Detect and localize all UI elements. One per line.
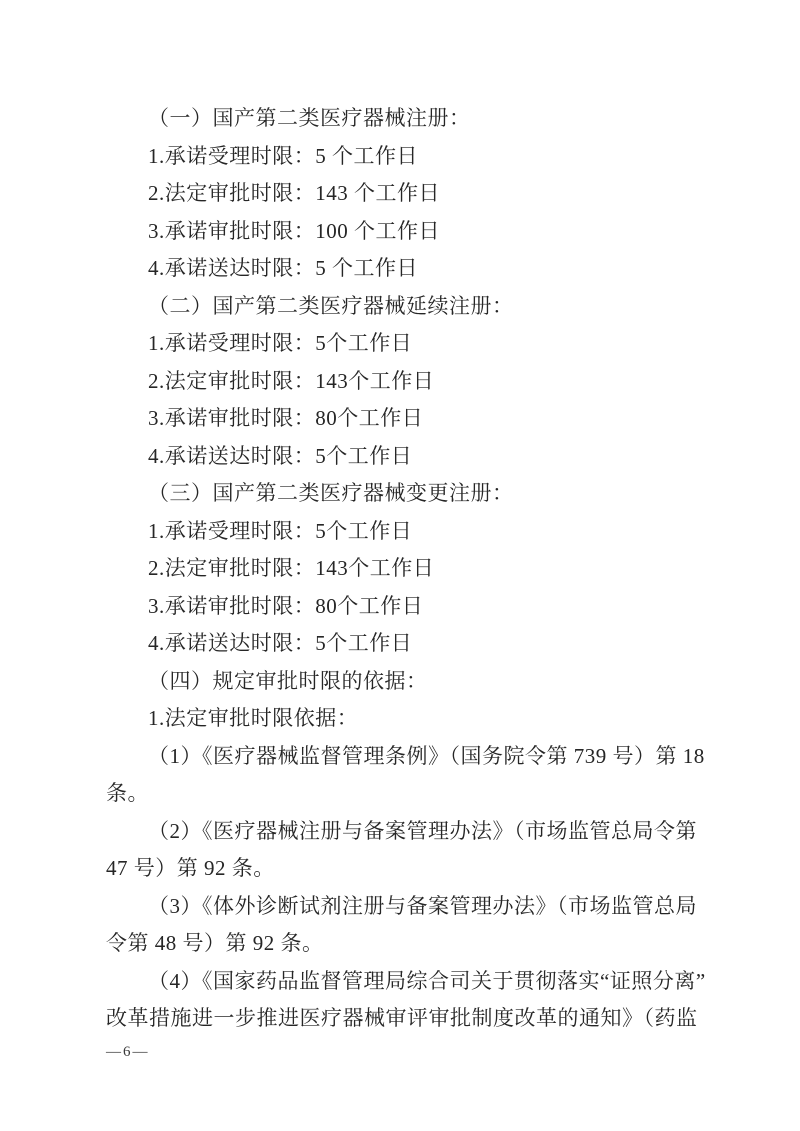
paragraph-item — [106, 550, 722, 588]
document-line: （一）国产第二类医疗器械注册： — [148, 106, 471, 130]
paragraph-heading — [106, 663, 722, 701]
paragraph-item — [106, 400, 722, 438]
paragraph-reference — [106, 813, 722, 888]
document-line: 1.承诺受理时限：5个工作日 — [148, 331, 413, 355]
document-line: 3.承诺审批时限：100 个工作日 — [148, 218, 440, 243]
document-line: 47 号）第 92 条。 — [106, 856, 275, 880]
paragraph-item — [106, 513, 722, 551]
document-line: 2.法定审批时限：143 个工作日 — [148, 181, 440, 205]
page-footer — [106, 1040, 150, 1064]
document-line: 1.法定审批时限依据： — [148, 706, 359, 730]
paragraph-item — [106, 175, 722, 213]
paragraph-item — [106, 325, 722, 363]
document-line: 4.承诺送达时限：5个工作日 — [148, 631, 413, 655]
document-line: 改革措施进一步推进医疗器械审评审批制度改革的通知》（药监 — [106, 1006, 698, 1030]
paragraph-reference — [106, 738, 722, 813]
document-line: （二）国产第二类医疗器械延续注册： — [148, 293, 514, 318]
paragraph-item — [106, 250, 722, 288]
document-line: 4.承诺送达时限：5 个工作日 — [148, 256, 418, 280]
document-line: （1）《医疗器械监督管理条例》（国务院令第 739 号）第 18 — [148, 743, 705, 768]
document-line: 3.承诺审批时限：80个工作日 — [148, 593, 424, 618]
paragraph-item — [106, 138, 722, 176]
document-line: （三）国产第二类医疗器械变更注册： — [148, 481, 514, 505]
document-line: （3）《体外诊断试剂注册与备案管理办法》（市场监管总局 — [148, 893, 697, 918]
paragraph-heading — [106, 288, 722, 326]
paragraph-reference — [106, 963, 722, 1038]
page-number: —6— — [106, 1044, 150, 1060]
paragraph-item — [106, 213, 722, 251]
paragraph-item — [106, 363, 722, 401]
paragraph-heading — [106, 475, 722, 513]
document-line: 2.法定审批时限：143个工作日 — [148, 368, 435, 393]
document-line: （2）《医疗器械注册与备案管理办法》（市场监管总局令第 — [148, 818, 697, 843]
paragraph-item — [106, 438, 722, 476]
document-line: 令第 48 号）第 92 条。 — [106, 931, 324, 955]
paragraph-heading — [106, 100, 722, 138]
document-line: 3.承诺审批时限：80个工作日 — [148, 406, 424, 430]
document-line: （四）规定审批时限的依据： — [148, 668, 428, 693]
paragraph-reference — [106, 888, 722, 963]
paragraph-item — [106, 625, 722, 663]
paragraph-item — [106, 700, 722, 738]
document-line: 1.承诺受理时限：5个工作日 — [148, 518, 413, 543]
document-line: 条。 — [106, 781, 149, 805]
document-line: 4.承诺送达时限：5个工作日 — [148, 443, 413, 468]
document-content — [106, 100, 722, 1038]
paragraph-item — [106, 588, 722, 626]
document-line: 2.法定审批时限：143个工作日 — [148, 556, 435, 580]
document-line: 1.承诺受理时限：5 个工作日 — [148, 143, 418, 168]
document-line: （4）《国家药品监督管理局综合司关于贯彻落实“证照分离” — [148, 968, 706, 993]
